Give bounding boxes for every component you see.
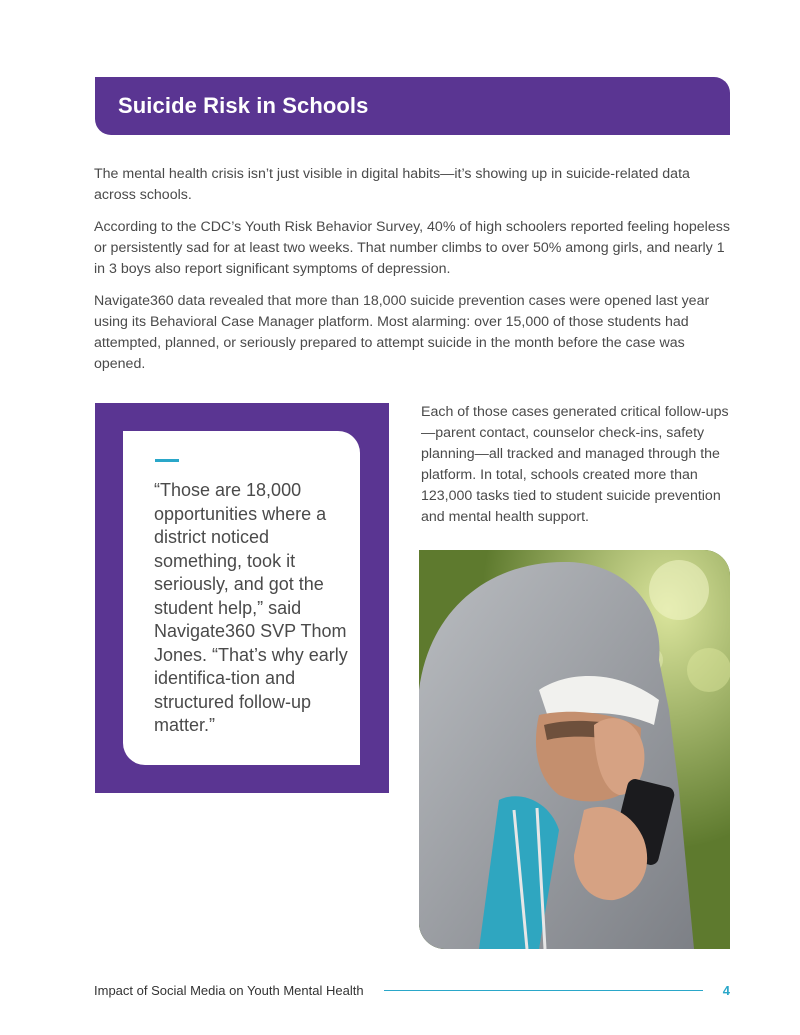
pull-quote-text: “Those are 18,000 opportunities where a district noticed something, took it seriously, and got the student help,” said Navigate360 SVP Thom Jones. “That’s why early identifica-tion and structured follow-up matter.”	[154, 480, 348, 735]
intro-paragraph: The mental health crisis isn’t just visible in digital habits—it’s showing up in suicide-related data across schools.	[94, 166, 690, 203]
footer-divider	[384, 990, 703, 991]
photo-teen-hoodie-phone-icon	[419, 550, 730, 949]
section-title: Suicide Risk in Schools	[118, 93, 369, 118]
footer-title: Impact of Social Media on Youth Mental Health	[94, 982, 364, 998]
page-number: 4	[722, 982, 730, 998]
section-banner	[95, 77, 730, 135]
teen-photo	[419, 550, 730, 949]
side-paragraph: Each of those cases generated critical follow-ups—parent contact, counselor check-ins, safety planning—all tracked and managed through the platform. In total, schools created more than 123,000 tasks tied to student suicide prevention and mental health support.	[421, 404, 729, 525]
intro-paragraph: According to the CDC’s Youth Risk Behavior Survey, 40% of high schoolers reported feeling hopeless or persistently sad for at least two weeks. That number climbs to over 50% among girls, and nearly 1 in 3 boys also report significant symptoms of depression.	[94, 219, 730, 277]
intro-text	[94, 164, 730, 386]
page-footer	[94, 980, 730, 1000]
quote-accent-dash	[155, 459, 179, 462]
intro-paragraph: Navigate360 data revealed that more than 18,000 suicide prevention cases were opened last year using its Behavioral Case Manager platform. Most alarming: over 15,000 of those students had attempted, planned, or seriously prepared to attempt suicide in the month before the case was opened.	[94, 293, 710, 372]
